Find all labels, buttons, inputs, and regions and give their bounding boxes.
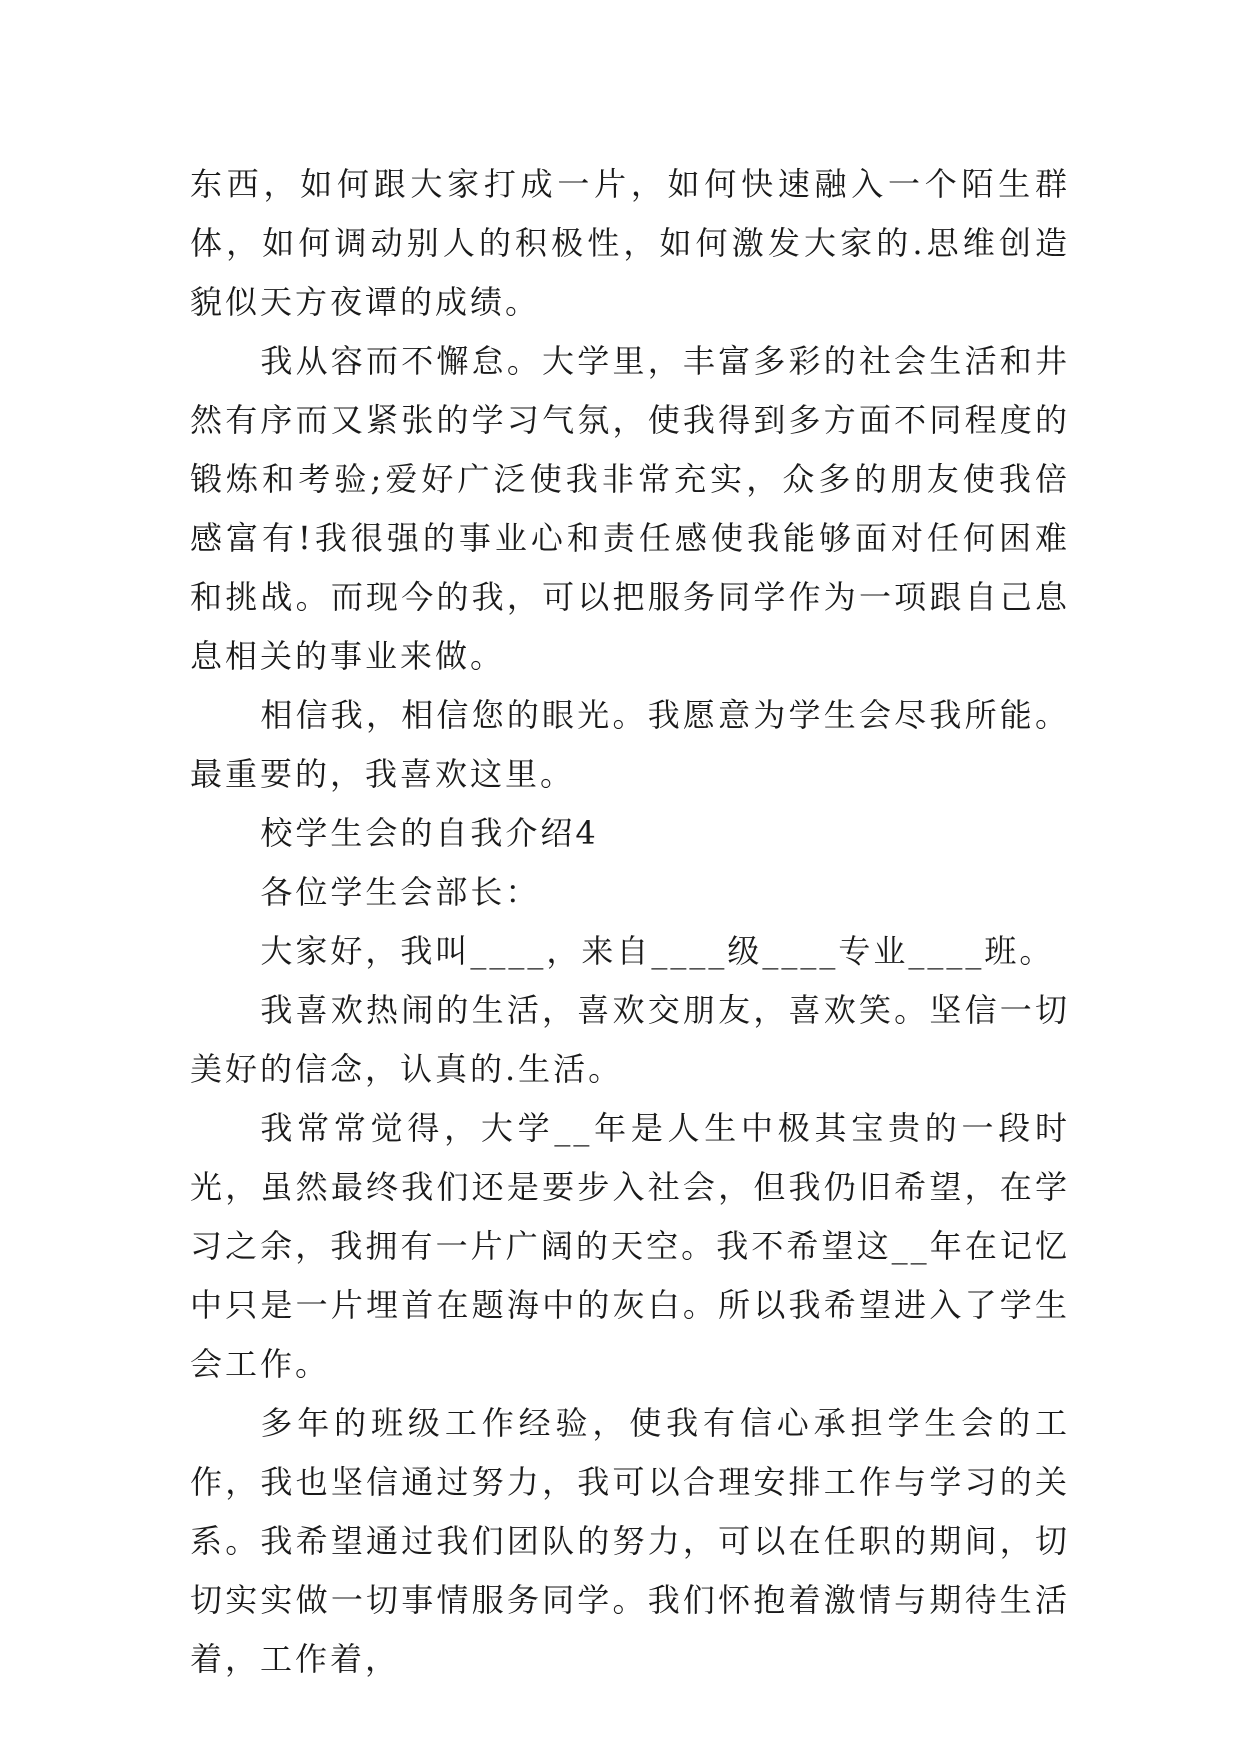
section-heading: 校学生会的自我介绍4 bbox=[260, 814, 599, 852]
paragraph-1: 东西，如何跟大家打成一片，如何快速融入一个陌生群体，如何调动别人的积极性，如何激发大家的.思维创造貌似天方夜谭的成绩。 bbox=[190, 165, 1070, 321]
paragraph-5: 我常常觉得，大学__年是人生中极其宝贵的一段时光，虽然最终我们还是要步入社会，但我仍旧希望，在学习之余，我拥有一片广阔的天空。我不希望这__年在记忆中只是一片埋首在题海中的灰白。所以我希望进入了学生会工作。 bbox=[190, 1109, 1070, 1383]
paragraph-2: 我从容而不懈怠。大学里，丰富多彩的社会生活和井然有序而又紧张的学习气氛，使我得到多方面不同程度的锻炼和考验;爱好广泛使我非常充实，众多的朋友使我倍感富有!我很强的事业心和责任感使我能够面对任何困难和挑战。而现今的我，可以把服务同学作为一项跟自己息息相关的事业来做。 bbox=[190, 342, 1070, 675]
document-body bbox=[190, 155, 1070, 1689]
paragraph-3: 相信我，相信您的眼光。我愿意为学生会尽我所能。最重要的，我喜欢这里。 bbox=[190, 696, 1070, 793]
salutation: 各位学生会部长： bbox=[260, 873, 541, 911]
paragraph-4: 我喜欢热闹的生活，喜欢交朋友，喜欢笑。坚信一切美好的信念，认真的.生活。 bbox=[190, 991, 1070, 1088]
paragraph-greeting: 大家好，我叫____，来自____级____专业____班。 bbox=[260, 932, 1055, 970]
paragraph-6: 多年的班级工作经验，使我有信心承担学生会的工作，我也坚信通过努力，我可以合理安排工作与学习的关系。我希望通过我们团队的努力，可以在任职的期间，切切实实做一切事情服务同学。我们怀抱着激情与期待生活着，工作着， bbox=[190, 1404, 1070, 1678]
